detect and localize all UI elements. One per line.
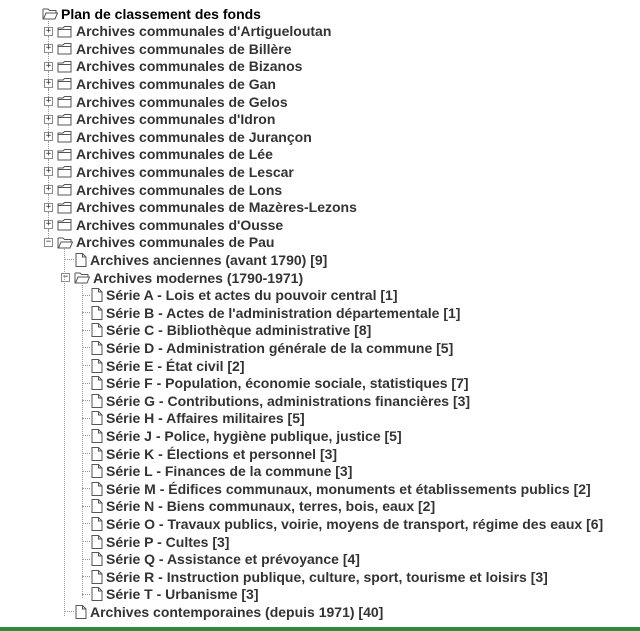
expand-toggle-icon[interactable]: + [45, 166, 52, 177]
folder-icon [57, 218, 73, 231]
tree-item-commune[interactable] [44, 23, 331, 40]
tree-item-label[interactable]: Archives communales d'Ousse [76, 216, 284, 233]
document-icon [91, 376, 103, 390]
tree-item-commune[interactable] [44, 93, 288, 110]
tree-item-commune[interactable] [44, 128, 312, 145]
tree-item-label[interactable]: Série M - Édifices communaux, monuments et établissements publics [2] [106, 480, 591, 497]
tree-item-serie[interactable] [91, 392, 470, 409]
folder-icon [57, 148, 73, 161]
tree-item-label[interactable]: Série T - Urbanisme [3] [106, 586, 259, 603]
tree-item-serie[interactable] [91, 339, 453, 356]
folder-icon [57, 25, 73, 38]
tree-item-label[interactable]: Archives communales de Lée [76, 146, 273, 163]
folder-icon [57, 42, 73, 55]
document-icon [91, 570, 103, 584]
document-icon [91, 517, 103, 531]
document-icon [91, 341, 103, 355]
tree-item-label[interactable]: Archives communales de Gan [76, 75, 276, 92]
document-icon [91, 411, 103, 425]
document-icon [91, 288, 103, 302]
tree-item-anciennes[interactable] [75, 251, 327, 268]
document-icon [75, 605, 87, 619]
folder-open-icon [57, 236, 73, 249]
tree-item-label[interactable]: Série C - Bibliothèque administrative [8] [106, 322, 372, 339]
folder-icon [57, 130, 73, 143]
collapse-toggle-icon[interactable]: − [45, 236, 52, 247]
folder-icon [57, 201, 73, 214]
tree-item-label[interactable]: Archives communales d'Idron [76, 111, 276, 128]
document-icon [91, 323, 103, 337]
tree-item-label[interactable]: Série K - Élections et personnel [3] [106, 445, 338, 462]
tree-item-label[interactable]: Série J - Police, hygiène publique, justice [5] [106, 427, 402, 444]
tree-root[interactable] [42, 5, 261, 22]
tree-item-commune[interactable] [44, 216, 283, 233]
tree-item-label[interactable]: Archives communales de Gelos [76, 93, 288, 110]
bottom-bar [0, 627, 640, 631]
expand-toggle-icon[interactable]: + [45, 184, 52, 194]
tree-item-label[interactable]: Archives communales d'Artigueloutan [76, 23, 332, 40]
expand-toggle-icon[interactable]: + [45, 25, 52, 36]
tree-item-serie[interactable] [91, 410, 305, 427]
tree-item-label[interactable]: Série D - Administration générale de la commune [5] [106, 339, 454, 356]
tree-item-label[interactable]: Série F - Population, économie sociale, statistiques [7] [106, 375, 469, 392]
tree-item-commune[interactable] [44, 199, 357, 216]
tree-item-serie[interactable] [91, 375, 469, 392]
tree-item-modernes[interactable] [61, 269, 303, 286]
tree-item-serie[interactable] [91, 287, 397, 304]
tree-item-label[interactable]: Série N - Biens communaux, terres, bois, eaux [2] [106, 498, 436, 515]
expand-toggle-icon[interactable]: + [45, 113, 52, 124]
expand-toggle-icon[interactable]: + [45, 219, 52, 230]
tree-item-label[interactable]: Archives communales de Lons [76, 181, 283, 198]
tree-item-label[interactable]: Série G - Contributions, administrations financières [3] [106, 392, 471, 409]
tree-item-label[interactable]: Série L - Finances de la commune [3] [106, 463, 353, 480]
expand-toggle-icon[interactable]: + [45, 148, 52, 159]
tree-item-serie[interactable] [91, 498, 435, 515]
document-icon [91, 394, 103, 408]
tree-item-commune[interactable] [44, 75, 276, 92]
document-icon [91, 587, 103, 601]
expand-toggle-icon[interactable]: + [45, 78, 52, 89]
tree-item-label[interactable]: Archives communales de Billère [76, 40, 292, 57]
tree-item-label[interactable]: Série B - Actes de l'administration départementale [1] [106, 304, 461, 321]
tree-item-label[interactable]: Série H - Affaires militaires [5] [106, 410, 305, 427]
folder-icon [57, 165, 73, 178]
tree-item-serie[interactable] [91, 322, 371, 339]
tree-item-commune[interactable] [44, 111, 275, 128]
folder-icon [57, 113, 73, 126]
tree-item-label[interactable]: Série O - Travaux publics, voirie, moyens de transport, régime des eaux [6] [106, 515, 604, 532]
folder-icon [57, 60, 73, 73]
tree-item-label[interactable]: Série P - Cultes [3] [106, 533, 230, 550]
tree-item-serie[interactable] [91, 533, 229, 550]
tree-item-label[interactable]: Série E - État civil [2] [106, 357, 245, 374]
tree-item-commune[interactable] [44, 146, 273, 163]
tree-item-serie[interactable] [91, 515, 603, 532]
document-icon [91, 499, 103, 513]
tree-item-contemporaines[interactable] [75, 603, 383, 620]
tree-item-commune[interactable] [44, 181, 282, 198]
document-icon [91, 552, 103, 566]
document-icon [91, 482, 103, 496]
tree-item-serie[interactable] [91, 463, 352, 480]
expand-toggle-icon[interactable]: + [45, 60, 52, 71]
tree-item-serie[interactable] [91, 357, 245, 374]
expand-toggle-icon[interactable]: + [45, 131, 52, 142]
tree-item-serie[interactable] [91, 480, 591, 497]
tree-item-label[interactable]: Archives contemporaines (depuis 1971) [40] [90, 603, 384, 620]
expand-toggle-icon[interactable]: + [45, 96, 52, 106]
document-icon [91, 359, 103, 373]
document-icon [91, 464, 103, 478]
expand-toggle-icon[interactable]: + [45, 201, 52, 212]
tree-item-serie[interactable] [91, 551, 360, 568]
tree-item-serie[interactable] [91, 586, 259, 603]
folder-icon [57, 95, 73, 108]
tree-item-label[interactable]: Archives communales de Bizanos [76, 58, 303, 75]
tree-item-commune[interactable] [44, 163, 294, 180]
tree-item-serie[interactable] [91, 445, 337, 462]
document-icon [91, 447, 103, 461]
collapse-toggle-icon[interactable]: − [62, 272, 69, 282]
folder-icon [57, 77, 73, 90]
tree-root-label[interactable]: Plan de classement des fonds [61, 5, 261, 22]
tree-item-label[interactable]: Archives communales de Lescar [76, 163, 294, 180]
tree-item-label[interactable]: Archives communales de Mazères-Lezons [76, 199, 357, 216]
tree-item-serie[interactable] [91, 427, 402, 444]
tree-item-serie[interactable] [91, 304, 460, 321]
tree-item-commune[interactable] [44, 58, 302, 75]
tree-item-label[interactable]: Archives modernes (1790-1971) [93, 269, 304, 286]
document-icon [75, 253, 87, 267]
tree-item-label[interactable]: Série Q - Assistance et prévoyance [4] [106, 551, 360, 568]
tree-item-label[interactable]: Archives communales de Jurançon [76, 128, 312, 145]
document-icon [91, 535, 103, 549]
tree-item-label[interactable]: Série R - Instruction publique, culture, sport, tourisme et loisirs [3] [106, 568, 548, 585]
folder-open-icon [42, 7, 58, 20]
folder-icon [57, 183, 73, 196]
tree-item-label[interactable]: Série A - Lois et actes du pouvoir central [1] [106, 287, 398, 304]
tree-item-serie[interactable] [91, 568, 548, 585]
document-icon [91, 429, 103, 443]
tree-item-label[interactable]: Archives communales de Pau [76, 234, 275, 251]
tree-item-label[interactable]: Archives anciennes (avant 1790) [9] [90, 251, 328, 268]
tree-item-pau[interactable] [44, 234, 274, 251]
expand-toggle-icon[interactable]: + [45, 43, 52, 54]
tree-item-commune[interactable] [44, 40, 292, 57]
document-icon [91, 306, 103, 320]
